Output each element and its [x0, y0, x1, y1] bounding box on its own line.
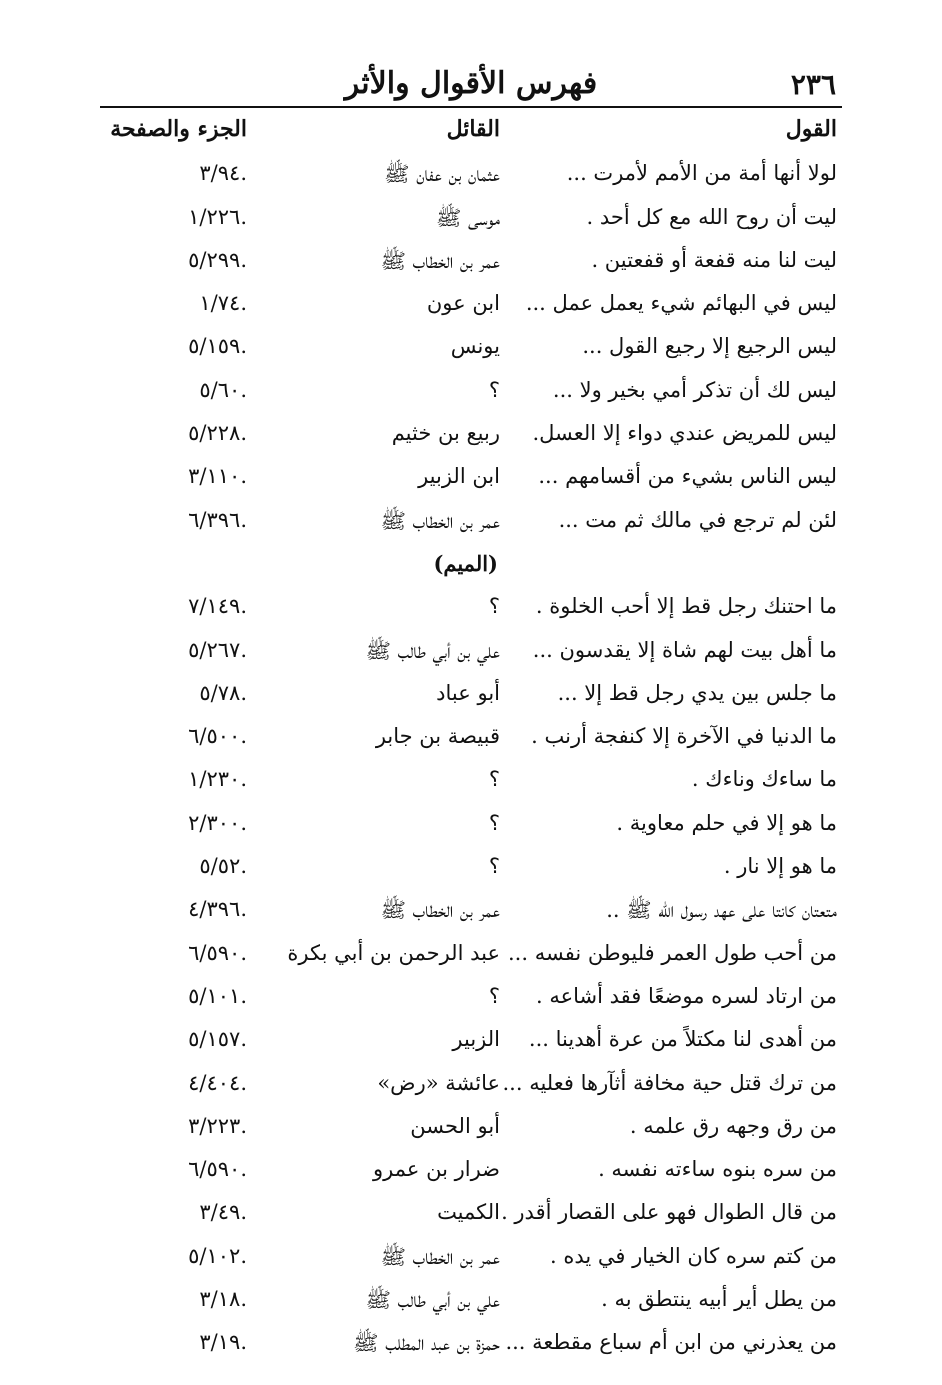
column-header-ref: الجزء والصفحة: [110, 116, 247, 142]
table-row: [0, 1151, 942, 1194]
quote-cell: من قال الطوال فهو على القصار أقدر .: [501, 1200, 837, 1225]
index-table: [0, 112, 942, 1368]
ref-cell: ٦/٥٠٠.: [188, 724, 247, 749]
speaker-cell: ؟: [488, 854, 500, 879]
ref-cell: ١/٢٣٠.: [188, 767, 247, 792]
speaker-cell: قبيصة بن جابر: [375, 724, 500, 749]
speaker-cell: عبد الرحمن بن أبي بكرة: [287, 940, 500, 965]
table-row: [0, 935, 942, 978]
quote-cell: ليت أن روح الله مع كل أحد .: [586, 204, 837, 229]
table-row: [0, 1021, 942, 1064]
ref-cell: ٢/٣٠٠.: [188, 810, 247, 835]
table-row: [0, 675, 942, 718]
quote-cell: ما جلس بين يدي رجل قط إلا ...: [557, 680, 837, 705]
table-row: [0, 1324, 942, 1367]
quote-cell: ما هو إلا نار .: [723, 854, 837, 879]
table-row: [0, 1238, 942, 1281]
speaker-cell: موسى ﷺ: [435, 205, 500, 230]
speaker-cell: علي بن أبي طالب ﷺ: [365, 638, 500, 663]
ref-cell: ٥/٢٢٨.: [188, 421, 247, 446]
speaker-cell: ؟: [488, 767, 500, 792]
column-header-speaker: القائل: [446, 116, 500, 142]
speaker-cell: يونس: [450, 334, 500, 359]
quote-cell: ما احتنك رجل قط إلا أحب الخلوة .: [535, 594, 837, 619]
table-row: [0, 1065, 942, 1108]
speaker-cell: ؟: [488, 594, 500, 619]
table-row: [0, 978, 942, 1021]
ref-cell: ٥/٧٨.: [199, 680, 247, 705]
speaker-cell: عمر بن الخطاب ﷺ: [380, 508, 500, 533]
speaker-cell: عمر بن الخطاب ﷺ: [380, 898, 500, 923]
table-row: [0, 718, 942, 761]
ref-cell: ١/٢٢٦.: [188, 204, 247, 229]
table-row: [0, 155, 942, 198]
quote-cell: من أحب طول العمر فليوطن نفسه ...: [508, 940, 837, 965]
ref-cell: ٤/٣٩٦.: [188, 897, 247, 922]
ref-cell: ٥/١٠٢.: [188, 1243, 247, 1268]
ref-cell: ٦/٣٩٦.: [188, 507, 247, 532]
ref-cell: ٥/٢٦٧.: [188, 637, 247, 662]
table-row: [0, 372, 942, 415]
quote-cell: ليس في البهائم شيء يعمل عمل ...: [525, 291, 837, 316]
quote-cell: لئن لم ترجع في مالك ثم مت ...: [558, 507, 837, 532]
quote-cell: ليس للمريض عندي دواء إلا العسل.: [532, 421, 837, 446]
quote-cell: من سره بنوه ساءته نفسه .: [598, 1157, 837, 1182]
quote-cell: من رق وجهه رق علمه .: [629, 1113, 837, 1138]
section-row: [0, 545, 942, 588]
quote-cell: ما هو إلا في حلم معاوية .: [616, 810, 837, 835]
table-row: [0, 761, 942, 804]
table-row: [0, 199, 942, 242]
quote-cell: ليت لنا منه قفعة أو قفعتين .: [591, 247, 837, 272]
ref-cell: ٦/٥٩٠.: [188, 1157, 247, 1182]
table-row: [0, 891, 942, 934]
table-row: [0, 458, 942, 501]
speaker-cell: ابن عون: [426, 291, 500, 316]
speaker-cell: عمر بن الخطاب ﷺ: [380, 248, 500, 273]
quote-cell: متعتان كانتا على عهد رسول الله ﷺ ..: [606, 898, 837, 923]
ref-cell: ٣/٢٢٣.: [188, 1113, 247, 1138]
table-row: [0, 415, 942, 458]
ref-cell: ٣/١١٠.: [188, 464, 247, 489]
quote-cell: ليس الناس بشيء من أقسامهم ...: [538, 464, 837, 489]
running-head: [100, 62, 842, 108]
quote-cell: من أهدى لنا مكتلاً من عرة أهدينا ...: [528, 1027, 837, 1052]
speaker-cell: الزبير: [452, 1027, 500, 1052]
speaker-cell: ؟: [488, 983, 500, 1008]
ref-cell: ٣/٩٤.: [199, 161, 247, 186]
table-row: [0, 242, 942, 285]
speaker-cell: ؟: [488, 377, 500, 402]
page-title: فهرس الأقوال والأثر: [344, 66, 598, 101]
speaker-cell: عائشة «رض»: [377, 1070, 500, 1095]
page-number: ٢٣٦: [790, 68, 836, 101]
speaker-cell: الكميت: [437, 1200, 500, 1225]
quote-cell: من يطل أير أبيه ينتطق به .: [601, 1287, 837, 1312]
speaker-cell: عمر بن الخطاب ﷺ: [380, 1244, 500, 1269]
quote-cell: من ترك قتل حية مخافة أثآرها فعليه ...: [502, 1070, 837, 1095]
table-row: [0, 1194, 942, 1237]
ref-cell: ٥/١٠١.: [188, 983, 247, 1008]
ref-cell: ٥/٢٩٩.: [188, 247, 247, 272]
speaker-cell: ؟: [488, 810, 500, 835]
table-row: [0, 1281, 942, 1324]
ref-cell: ٥/٥٢.: [199, 854, 247, 879]
quote-cell: ما الدنيا في الآخرة إلا كنفجة أرنب .: [531, 724, 837, 749]
table-row: [0, 328, 942, 371]
table-row: [0, 632, 942, 675]
speaker-cell: علي بن أبي طالب ﷺ: [365, 1288, 500, 1313]
speaker-cell: عثمان بن عفان ﷺ: [384, 162, 500, 187]
table-row: [0, 1108, 942, 1151]
section-title: (الميم): [433, 550, 498, 576]
ref-cell: ١/٧٤.: [199, 291, 247, 316]
ref-cell: ٥/١٥٩.: [188, 334, 247, 359]
table-row: [0, 848, 942, 891]
ref-cell: ٣/١٨.: [199, 1287, 247, 1312]
speaker-cell: ضرار بن عمرو: [373, 1157, 500, 1182]
quote-cell: من كتم سره كان الخيار في يده .: [549, 1243, 837, 1268]
ref-cell: ٥/٦٠.: [199, 377, 247, 402]
speaker-cell: أبو عباد: [436, 680, 500, 705]
speaker-cell: أبو الحسن: [410, 1113, 500, 1138]
ref-cell: ٣/١٩.: [199, 1330, 247, 1355]
speaker-cell: ربيع بن خثيم: [391, 421, 500, 446]
table-row: [0, 502, 942, 545]
table-row: [0, 805, 942, 848]
speaker-cell: ابن الزبير: [418, 464, 500, 489]
speaker-cell: حمزة بن عبد المطلب ﷺ: [353, 1331, 500, 1356]
ref-cell: ٧/١٤٩.: [188, 594, 247, 619]
quote-cell: ما ساءك وناءك .: [691, 767, 837, 792]
ref-cell: ٤/٤٠٤.: [188, 1070, 247, 1095]
quote-cell: ليس لك أن تذكر أمي بخير ولا ...: [552, 377, 837, 402]
ref-cell: ٥/١٥٧.: [188, 1027, 247, 1052]
ref-cell: ٣/٤٩.: [199, 1200, 247, 1225]
table-row: [0, 285, 942, 328]
table-row: [0, 588, 942, 631]
quote-cell: ليس الرجيع إلا رجيع القول ...: [582, 334, 837, 359]
column-header-quote: القول: [785, 116, 837, 142]
table-header: [0, 112, 942, 155]
quote-cell: من يعذرني من ابن أم سباع مقطعة ...: [505, 1330, 837, 1355]
ref-cell: ٦/٥٩٠.: [188, 940, 247, 965]
quote-cell: لولا أنها أمة من الأمم لأمرت ...: [566, 161, 837, 186]
quote-cell: ما أهل بيت لهم شاة إلا يقدسون ...: [532, 637, 837, 662]
quote-cell: من ارتاد لسره موضعًا فقد أشاعه .: [535, 983, 837, 1008]
